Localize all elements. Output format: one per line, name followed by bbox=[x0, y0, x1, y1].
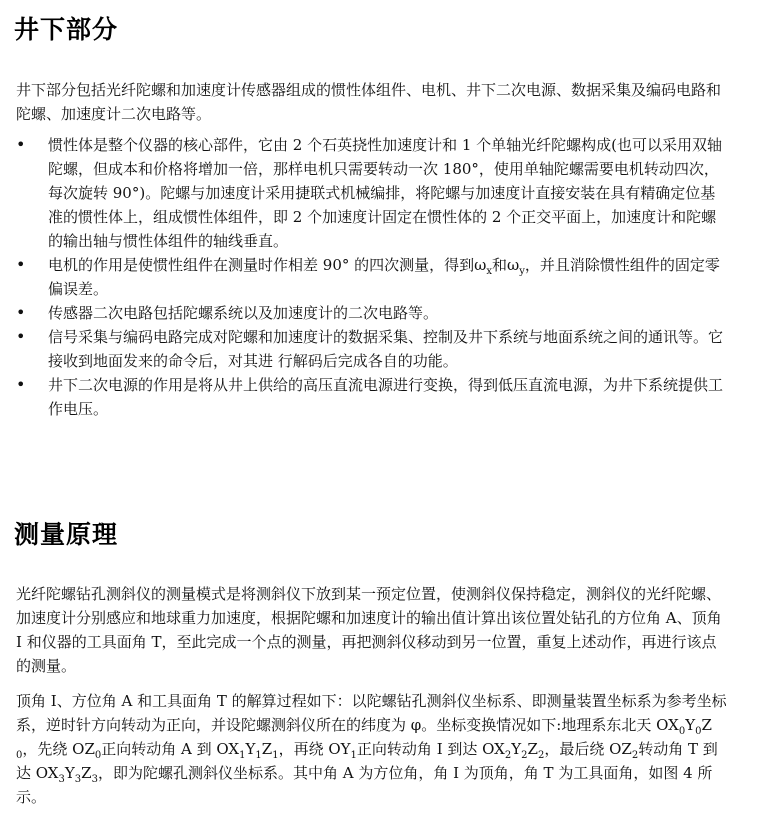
bullet-text-before: 电机的作用是使惯性组件在测量时作相差 90° 的四次测量，得到 bbox=[48, 256, 475, 274]
and-word: 和 bbox=[492, 256, 508, 274]
principle-paragraph-1: 光纤陀螺钻孔测斜仪的测量模式是将测斜仪下放到某一预定位置，使测斜仪保持稳定，测斜仪的光纤陀螺、加速度计分别感应和地球重力加速度，根据陀螺和加速度计的输出值计算出该位置处钻孔的方位角 A、顶角 I 和仪器的工具面角 T，至此完成一个点的测量，再把测斜仪移动到另一位置，重复上述动作，再进行该点的测量。 bbox=[16, 585, 722, 675]
omega-symbol: ω bbox=[507, 256, 520, 274]
bullet-dot-icon: • bbox=[16, 327, 26, 346]
subscript-1: 1 bbox=[239, 750, 246, 761]
bullet-text: 信号采集与编码电路完成对陀螺和加速度计的数据采集、控制及井下系统与地面系统之间的通讯等。它接收到地面发来的命令后，对其进 行解码后完成各自的功能。 bbox=[48, 328, 724, 370]
para2-text-1: 顶角 I、方位角 A 和工具面角 T 的解算过程如下：以陀螺钻孔测斜仪坐标系、即测量装置坐标系为参考坐标系，逆时针方向转动为正向，并设陀螺测斜仪所在的纬度为 φ。坐标变换情况如下:地理系东北天 bbox=[16, 692, 727, 734]
bullet-text: 惯性体是整个仪器的核心部件，它由 2 个石英挠性加速度计和 1 个单轴光纤陀螺构成(也可以采用双轴陀螺，但成本和价格将增加一倍，那样电机只需要转动一次 180°，使用单轴陀螺需要电机转动四次，每次旋转 90°)。陀螺与加速度计采用捷联式机械编排，将陀螺与加速度计直接安装在具有精确定位基准的惯性体上，组成惯性体组件，即 2 个加速度计固定在惯性体的 2 个正交平面上，加速度计和陀螺的输出轴与惯性体组件的轴线垂直。 bbox=[48, 136, 723, 250]
bullet-dot-icon: • bbox=[16, 135, 26, 154]
para2-text-8: ，即为陀螺孔测斜仪坐标系。其中角 A 为方位角，角 I 为顶角，角 T 为工具面角，如图 4 所示。 bbox=[16, 764, 713, 806]
subscript-1: 1 bbox=[255, 750, 262, 761]
bullet-dot-icon: • bbox=[16, 255, 26, 274]
coord-z: Z bbox=[701, 716, 712, 734]
downhole-intro-paragraph: 井下部分包括光纤陀螺和加速度计传感器组成的惯性体组件、电机、井下二次电源、数据采集及编码电路和陀螺、加速度计二次电路等。 bbox=[16, 81, 722, 123]
bullet-dot-icon: • bbox=[16, 375, 26, 394]
section-title-measurement-principle: 测量原理 bbox=[14, 520, 119, 549]
bullet-text: 井下二次电源的作用是将从井上供给的高压直流电源进行变换，得到低压直流电源，为井下系统提供工作电压。 bbox=[48, 376, 724, 418]
downhole-bullet-list bbox=[0, 133, 761, 421]
subscript-2: 2 bbox=[504, 750, 512, 761]
subscript-2: 2 bbox=[537, 750, 545, 761]
para2-text-5: 正向转动角 I 到达 OX bbox=[356, 740, 505, 758]
para2-text-7: 转动角 T 到达 OX bbox=[16, 740, 718, 782]
subscript-2: 2 bbox=[521, 750, 528, 761]
bullet-item-motor bbox=[0, 253, 726, 301]
coord-y: Y bbox=[245, 740, 256, 758]
subscript-0: 0 bbox=[16, 750, 23, 761]
subscript-1: 1 bbox=[272, 750, 279, 761]
subscript-3: 3 bbox=[74, 774, 82, 785]
coord-z: Z bbox=[261, 740, 273, 758]
para2-text-4: ，再绕 OY bbox=[278, 740, 351, 758]
bullet-item-inertial-body bbox=[0, 133, 726, 253]
coord-y: Y bbox=[511, 740, 522, 758]
bullet-item-power-supply bbox=[0, 373, 726, 421]
subscript-0: 0 bbox=[94, 750, 102, 761]
subscript-3: 3 bbox=[91, 774, 98, 785]
bullet-dot-icon: • bbox=[16, 303, 26, 322]
subscript-y: y bbox=[519, 266, 525, 277]
section-title-downhole: 井下部分 bbox=[14, 15, 119, 44]
bullet-text-after: ，并且消除惯性组件的固定零偏误差。 bbox=[48, 256, 720, 298]
bullet-text: 传感器二次电路包括陀螺系统以及加速度计的二次电路等。 bbox=[48, 304, 439, 322]
omega-symbol: ω bbox=[474, 256, 487, 274]
subscript-3: 3 bbox=[58, 774, 65, 785]
coord-z: Z bbox=[527, 740, 538, 758]
subscript-1: 1 bbox=[350, 750, 357, 761]
principle-paragraph-2 bbox=[16, 689, 731, 809]
para2-text-2: ，先绕 OZ bbox=[22, 740, 95, 758]
coord-z: Z bbox=[81, 764, 92, 782]
bullet-item-secondary-circuit bbox=[0, 301, 726, 325]
subscript-2: 2 bbox=[631, 750, 639, 761]
subscript-x: x bbox=[486, 266, 493, 277]
subscript-0: 0 bbox=[678, 726, 686, 737]
para2-text-6: ，最后绕 OZ bbox=[544, 740, 632, 758]
coord-y: Y bbox=[685, 716, 696, 734]
bullet-item-signal-acquisition bbox=[0, 325, 726, 373]
para2-text-3: 正向转动角 A 到 OX bbox=[101, 740, 240, 758]
subscript-0: 0 bbox=[695, 726, 702, 737]
coord-ox0: OX bbox=[656, 716, 679, 734]
coord-y: Y bbox=[64, 764, 75, 782]
